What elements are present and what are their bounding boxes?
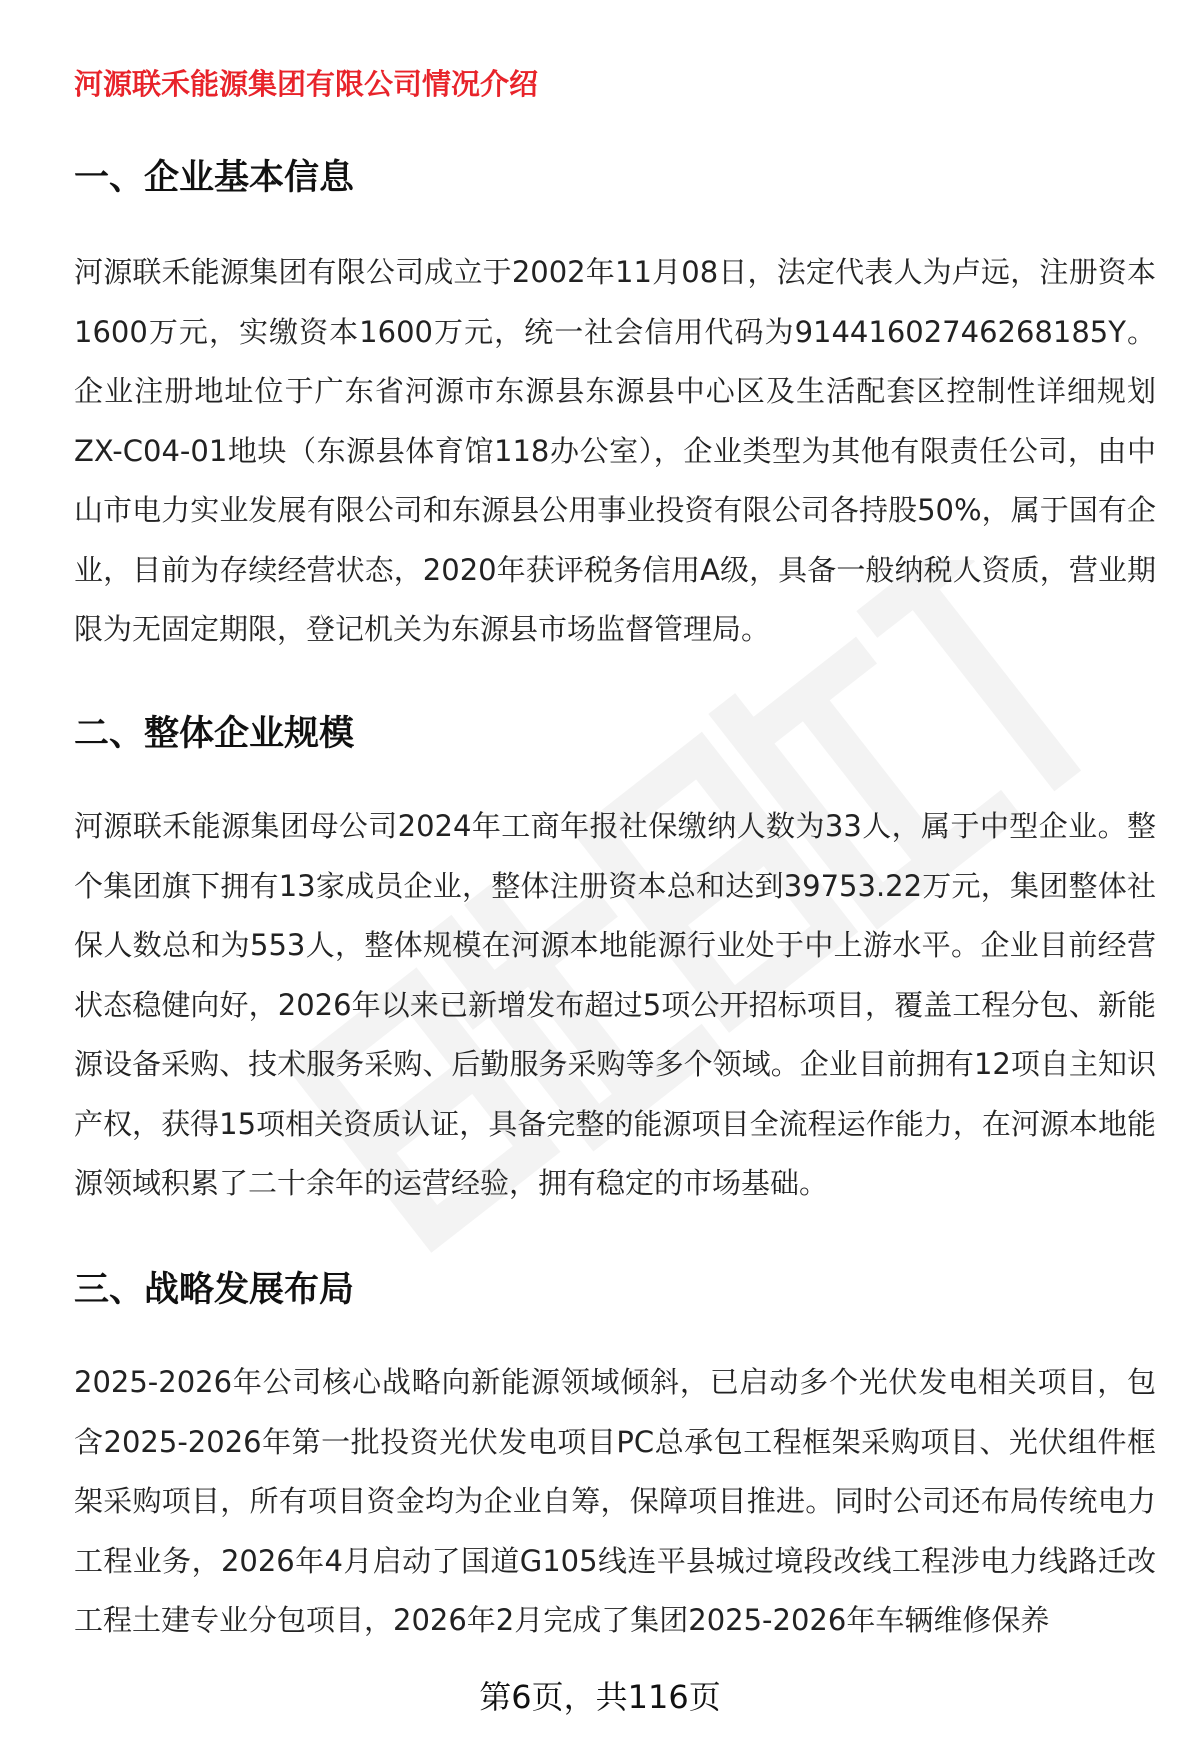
document-title: 河源联禾能源集团有限公司情况介绍 (74, 67, 539, 101)
section-heading-scale: 二、整体企业规模 (74, 714, 355, 754)
section-body-strategy: 2025-2026年公司核心战略向新能源领域倾斜，已启动多个光伏发电相关项目，包含2025-2026年第一批投资光伏发电项目PC总承包工程框架采购项目、光伏组件框架采购项目，所有项目资金均为企业自筹，保障项目推进。同时公司还布局传统电力工程业务，2026年4月启动了国道G105线连平县城过境段改线工程涉电力线路迁改工程土建专业分包项目，2026年2月完成了集团2025-2026年车辆维修保养 (74, 1365, 1156, 1637)
section-heading-strategy: 三、战略发展布局 (74, 1270, 355, 1310)
page-number-footer: 第6页，共116页 (479, 1678, 721, 1716)
section-heading-basic-info: 一、企业基本信息 (74, 158, 355, 198)
section-body-scale: 河源联禾能源集团母公司2024年工商年报社保缴纳人数为33人，属于中型企业。整个集团旗下拥有13家成员企业，整体注册资本总和达到39753.22万元，集团整体社保人数总和为553人，整体规模在河源本地能源行业处于中上游水平。企业目前经营状态稳健向好，2026年以来已新增发布超过5项公开招标项目，覆盖工程分包、新能源设备采购、技术服务采购、后勤服务采购等多个领域。企业目前拥有12项自主知识产权，获得15项相关资质认证，具备完整的能源项目全流程运作能力，在河源本地能源领域积累了二十余年的运营经验，拥有稳定的市场基础。 (74, 809, 1156, 1200)
section-body-basic-info: 河源联禾能源集团有限公司成立于2002年11月08日，法定代表人为卢远，注册资本1600万元，实缴资本1600万元，统一社会信用代码为91441602746268185Y。企业注册地址位于广东省河源市东源县东源县中心区及生活配套区控制性详细规划ZX-C04-01地块（东源县体育馆118办公室），企业类型为其他有限责任公司，由中山市电力实业发展有限公司和东源县公用事业投资有限公司各持股50%，属于国有企业，目前为存续经营状态，2020年获评税务信用A级，具备一般纳税人资质，营业期限为无固定期限，登记机关为东源县市场监督管理局。 (74, 255, 1156, 646)
